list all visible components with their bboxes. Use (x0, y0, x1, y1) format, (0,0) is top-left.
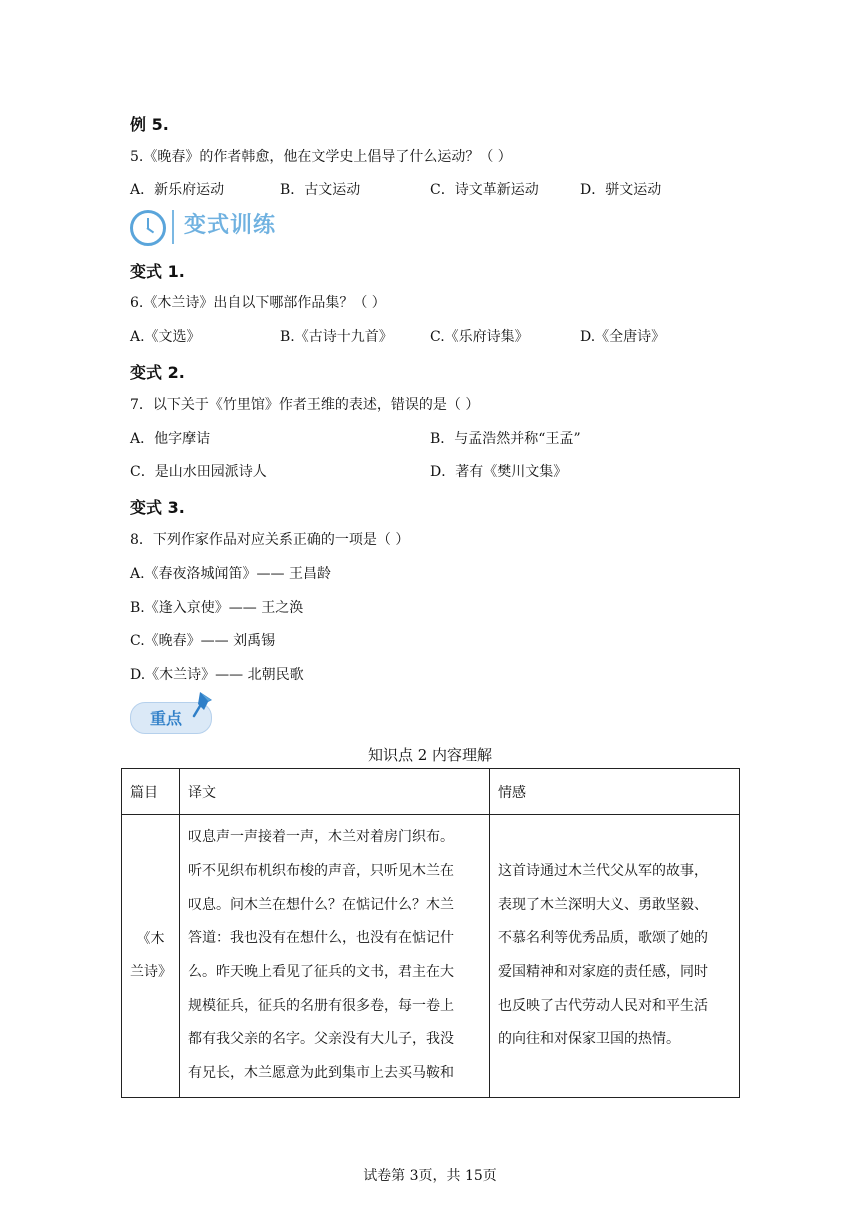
example-5-heading: 例 5. (130, 115, 169, 134)
content-table (121, 768, 740, 1098)
q5-option-b: B．古文运动 (280, 182, 361, 198)
translation-line: 叹息。问木兰在想什么？在惦记什么？木兰 (188, 896, 454, 913)
q7-option-b: B．与孟浩然并称“王孟” (430, 431, 581, 447)
emotion-line: 不慕名利等优秀品质，歌颂了她的 (498, 930, 708, 947)
table-header-row (122, 769, 740, 815)
knowledge-point-title: 知识点 2 内容理解 (367, 746, 493, 764)
row-title-line: 《木 (136, 931, 165, 947)
question-6: 6.《木兰诗》出自以下哪部作品集？（ ） (130, 295, 386, 311)
emotion-line: 的向往和对保家卫国的热情。 (498, 1031, 680, 1048)
q6-option-c: C.《乐府诗集》 (430, 329, 529, 345)
translation-line: 答道：我也没有在想什么，也没有在惦记什 (188, 930, 454, 947)
header-emotion: 情感 (490, 769, 740, 815)
variant-3-heading: 变式 3. (130, 498, 185, 517)
variant-1-heading: 变式 1. (130, 262, 185, 281)
q8-option-c: C.《晚春》—— 刘禹锡 (130, 633, 276, 649)
page-footer: 试卷第 3页，共 15页 (363, 1168, 497, 1184)
row-title-cell (122, 815, 180, 1098)
translation-line: 叹息声一声接着一声，木兰对着房门织布。 (188, 829, 454, 846)
q8-option-b: B.《逢入京使》—— 王之涣 (130, 600, 304, 616)
pushpin-icon (192, 690, 216, 718)
question-7: 7．以下关于《竹里馆》作者王维的表述，错误的是（ ） (130, 397, 480, 413)
q6-option-a: A.《文选》 (130, 329, 201, 345)
translation-line: 听不见织布机织布梭的声音，只听见木兰在 (188, 862, 454, 879)
emotion-line: 也反映了古代劳动人民对和平生活 (498, 997, 708, 1014)
variant-2-heading: 变式 2. (130, 363, 185, 382)
variant-training-label: 变式训练 (184, 213, 277, 238)
row-title-line: 兰诗》 (130, 964, 172, 980)
translation-line: 有兄长，木兰愿意为此到集市上去买马鞍和 (188, 1065, 454, 1082)
variant-training-badge (130, 208, 290, 246)
header-title: 篇目 (122, 769, 180, 815)
q7-option-c: C．是山水田园派诗人 (130, 464, 267, 480)
translation-line: 么。昨天晚上看见了征兵的文书，君主在大 (188, 964, 454, 980)
translation-line: 规模征兵，征兵的名册有很多卷，每一卷上 (188, 997, 454, 1014)
q8-option-d: D.《木兰诗》—— 北朝民歌 (130, 667, 304, 683)
row-translation-cell (180, 815, 490, 1098)
row-emotion-cell (490, 815, 740, 1098)
q5-option-c: C．诗文革新运动 (430, 182, 539, 198)
clock-icon (130, 210, 166, 246)
q6-option-d: D.《全唐诗》 (580, 329, 666, 345)
table-row (122, 815, 740, 1098)
q8-option-a: A.《春夜洛城闻笛》—— 王昌龄 (130, 566, 332, 582)
question-8: 8．下列作家作品对应关系正确的一项是（ ） (130, 532, 410, 548)
translation-line: 都有我父亲的名字。父亲没有大儿子，我没 (188, 1031, 454, 1048)
key-point-label: 重点 (150, 709, 183, 728)
key-point-badge (130, 690, 220, 734)
q7-option-a: A．他字摩诘 (130, 431, 211, 447)
q6-option-b: B.《古诗十九首》 (280, 329, 393, 345)
q7-option-d: D．著有《樊川文集》 (430, 464, 568, 480)
emotion-line: 这首诗通过木兰代父从军的故事， (498, 862, 708, 879)
emotion-line: 爱国精神和对家庭的责任感，同时 (498, 964, 708, 980)
q5-option-d: D．骈文运动 (580, 182, 662, 198)
header-translation: 译文 (180, 769, 490, 815)
q5-option-a: A．新乐府运动 (130, 182, 225, 198)
emotion-line: 表现了木兰深明大义、勇敢坚毅、 (498, 896, 708, 913)
question-5: 5.《晚春》的作者韩愈，他在文学史上倡导了什么运动？（ ） (130, 149, 512, 165)
